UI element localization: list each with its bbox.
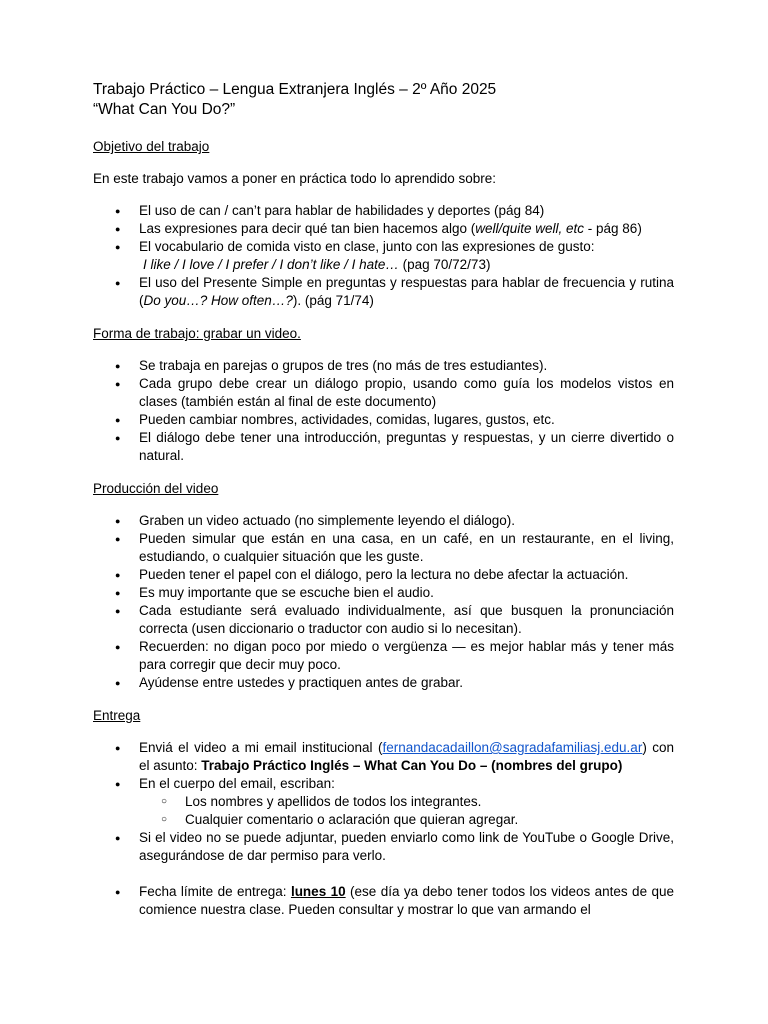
list-item: ● En el cuerpo del email, escriban: ○ Los nombres y apellidos de todos los integrantes. ○ Cualquier comentario o aclaración que quieran agregar.: [93, 775, 674, 829]
heading-forma-de-trabajo: Forma de trabajo: grabar un video.: [93, 326, 301, 341]
list-item: ● Si el video no se puede adjuntar, pueden enviarlo como link de YouTube o Google Drive, asegurándose de dar permiso para verlo.: [93, 829, 674, 865]
list-item: ● Pueden simular que están en una casa, en un café, en un restaurante, en el living, estudiando, o cualquier situación que les guste.: [93, 530, 674, 566]
heading-entrega: Entrega: [93, 708, 141, 723]
entrega-deadline-list: [93, 883, 674, 919]
heading-produccion: Producción del video: [93, 481, 219, 496]
email-link[interactable]: fernandacadaillon@sagradafamiliasj.edu.ar: [382, 740, 643, 755]
title-line-1: Trabajo Práctico – Lengua Extranjera Inglés – 2º Año 2025: [93, 81, 497, 98]
document-page: [93, 80, 674, 919]
list-item: ● El uso de can / can’t para hablar de habilidades y deportes (pág 84): [93, 202, 674, 220]
heading-objetivo: Objetivo del trabajo: [93, 139, 210, 154]
list-item: ● Pueden tener el papel con el diálogo, pero la lectura no debe afectar la actuación.: [93, 566, 674, 584]
list-item: ● El diálogo debe tener una introducción, preguntas y respuestas, y un cierre divertido o natural.: [93, 429, 674, 465]
list-item: ● Se trabaja en parejas o grupos de tres (no más de tres estudiantes).: [93, 357, 674, 375]
objetivo-list: [93, 202, 674, 310]
forma-list: [93, 357, 674, 465]
list-item: ● Cada estudiante será evaluado individualmente, así que busquen la pronunciación correcta (usen diccionario o traductor con audio si lo necesitan).: [93, 602, 674, 638]
sub-list-item: ○ Los nombres y apellidos de todos los integrantes.: [139, 793, 674, 811]
list-item: ● Recuerden: no digan poco por miedo o vergüenza — es mejor hablar más y tener más para corregir que decir muy poco.: [93, 638, 674, 674]
list-item: ● Las expresiones para decir qué tan bien hacemos algo (well/quite well, etc - pág 86): [93, 220, 674, 238]
document-title: [93, 80, 674, 120]
objetivo-intro: En este trabajo vamos a poner en práctica todo lo aprendido sobre:: [93, 171, 497, 186]
produccion-list: [93, 512, 674, 692]
title-line-2: “What Can You Do?”: [93, 101, 236, 118]
list-item: ● Cada grupo debe crear un diálogo propio, usando como guía los modelos vistos en clases (también están al final de este documento): [93, 375, 674, 411]
sub-list-item: ○ Cualquier comentario o aclaración que quieran agregar.: [139, 811, 674, 829]
list-item: ● Es muy importante que se escuche bien el audio.: [93, 584, 674, 602]
deadline-date: lunes 10: [290, 884, 346, 899]
entrega-list: [93, 739, 674, 865]
list-item: ● El vocabulario de comida visto en clase, junto con las expresiones de gusto: I like / I love / I prefer / I don’t like / I hate… (pag 70/72/73): [93, 238, 674, 274]
list-item: ● Graben un video actuado (no simplemente leyendo el diálogo).: [93, 512, 674, 530]
list-item: ● El uso del Presente Simple en preguntas y respuestas para hablar de frecuencia y rutina (Do you…? How often…?). (pág 71/74): [93, 274, 674, 310]
email-subject: Trabajo Práctico Inglés – What Can You Do – (nombres del grupo): [201, 758, 623, 773]
email-body-sublist: [139, 793, 674, 829]
list-item: ● Fecha límite de entrega: lunes 10 (ese día ya debo tener todos los videos antes de que comience nuestra clase. Pueden consultar y mostrar lo que van armando el: [93, 883, 674, 919]
list-item: ● Pueden cambiar nombres, actividades, comidas, lugares, gustos, etc.: [93, 411, 674, 429]
list-item: ● Ayúdense entre ustedes y practiquen antes de grabar.: [93, 674, 674, 692]
list-item: ● Enviá el video a mi email institucional (fernandacadaillon@sagradafamiliasj.edu.ar) con el asunto: Trabajo Práctico Inglés – What Can You Do – (nombres del grupo): [93, 739, 674, 775]
